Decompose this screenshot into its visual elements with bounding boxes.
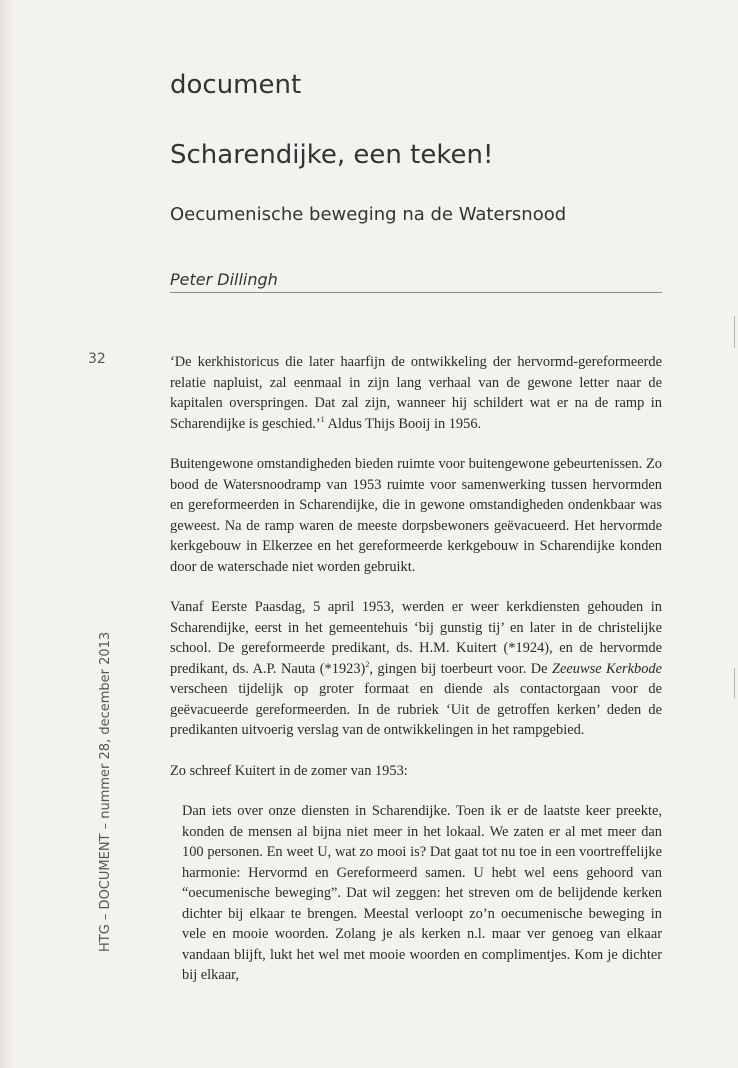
services-text-c: verscheen tijdelijk op groter formaat en diende als contactorgaan voor de geëvacueerde gereformeerden. In de rubriek ‘Uit de getroffen kerken’ deden de predikanten uitvoerig verslag van de ontwikkelingen in het rampgebied. bbox=[170, 681, 662, 738]
publication-title: Zeeuwse Kerkbode bbox=[552, 660, 662, 677]
kuitert-quote: Dan iets over onze diensten in Scharendijke. Toen ik er de laatste keer preekte, konden de mensen al bijna niet meer in het lokaal. We zaten er al met meer dan 100 personen. En weet U, wat zo mooi is? Dat gaat tot nu toe in een voortreffelijke harmonie: Hervormd en Gereformeerd samen. U hebt wel eens gehoord van “oecumenische beweging”. Dat wil zeggen: het streven om de belijdende kerken dichter bij elkaar te brengen. Meestal verloopt zo’n oecumenische beweging in vele en mooie woorden. Zolang je als kerken n.l. maar ver genoeg van elkaar vandaan blijft, lukt het wel met mooie woorden en complimentjes. Kom je dichter bij elkaar, bbox=[182, 803, 662, 983]
article-body bbox=[170, 352, 662, 986]
paragraph-circumstances: Buitengewone omstandigheden bieden ruimte voor buitengewone gebeurtenissen. Zo bood de Watersnoodramp van 1953 ruimte voor samenwerking tussen hervormden en gereformeerden in Scharendijke, die in gewone omstandigheden ondenkbaar was geweest. Na de ramp waren de meeste dorpsbewoners geëvacueerd. Het hervormde kerkgebouw in Elkerzee en het gereformeerde kerkgebouw in Scharendijke konden door de waterschade niet worden gebruikt. bbox=[170, 456, 662, 575]
services-text-b: , gingen bij toerbeurt voor. De bbox=[369, 660, 553, 677]
running-footer: HTG – DOCUMENT – nummer 28, december 2013 bbox=[98, 631, 113, 952]
services-text-a: Vanaf Eerste Paasdag, 5 april 1953, werden er weer kerkdiensten gehouden in Scharendijke, eerst in het gemeentehuis ‘bij gunstig tij’ en later in de christelijke school. De gereformeerde predikant, ds. H.M. Kuitert (*1924), en de hervormde predikant, ds. A.P. Nauta (*1923) bbox=[170, 599, 662, 677]
scan-margin-mark bbox=[734, 316, 735, 348]
intro-quote: ‘De kerkhistoricus die later haarfijn de ontwikkeling der hervormd-gereformeerde relatie napluist, zal eenmaal in zijn lang verhaal van de gewone letter naar de kapitalen overspringen. Dat zal zijn, wanneer hij schildert wat er na de ramp in Scharendijke is geschied.’ bbox=[170, 354, 662, 432]
intro-attribution: Aldus Thijs Booij in 1956. bbox=[324, 415, 482, 432]
section-label: document bbox=[170, 70, 302, 100]
paragraph-services bbox=[170, 597, 662, 741]
page-number: 32 bbox=[88, 351, 106, 367]
footnote-ref-1: 1 bbox=[320, 414, 325, 424]
footnote-ref-2: 2 bbox=[365, 659, 370, 669]
article-title: Scharendijke, een teken! bbox=[170, 140, 494, 170]
paragraph-quote-intro: Zo schreef Kuitert in de zomer van 1953: bbox=[170, 762, 408, 779]
article-subtitle: Oecumenische beweging na de Watersnood bbox=[170, 204, 567, 225]
scan-margin-mark bbox=[734, 668, 735, 698]
paragraph-intro bbox=[170, 352, 662, 434]
page-edge-shadow bbox=[0, 0, 14, 1068]
author-byline: Peter Dillingh bbox=[170, 270, 662, 293]
